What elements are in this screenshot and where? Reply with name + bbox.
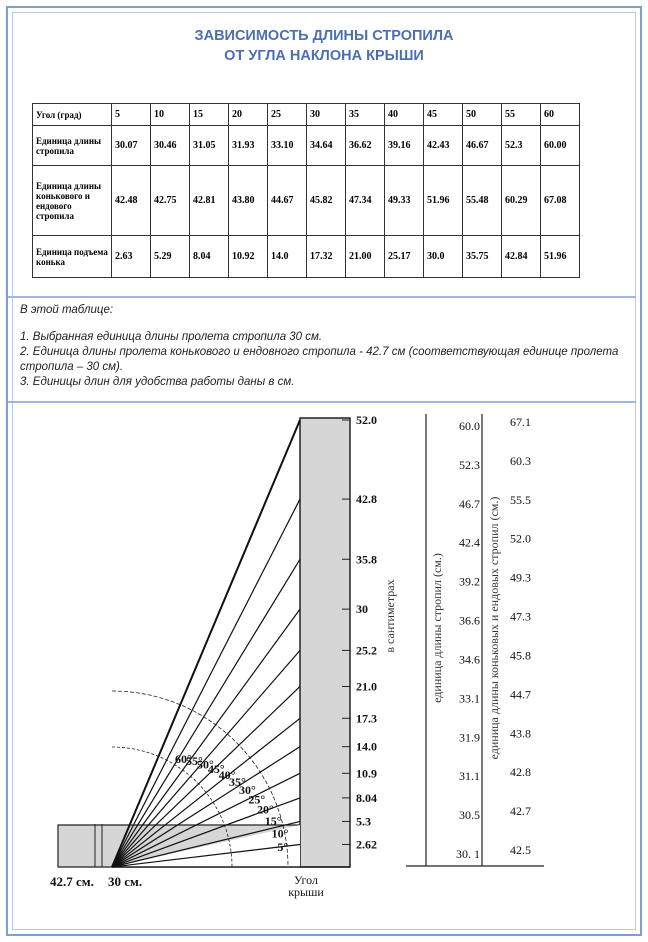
table-cell: 5.29 — [151, 236, 190, 278]
table-cell: 39.16 — [385, 126, 424, 166]
table-header-cell: 15 — [190, 104, 229, 126]
angle-label: 20° — [256, 802, 274, 817]
table-cell: 21.00 — [346, 236, 385, 278]
rise-label: 14.0 — [356, 739, 377, 754]
table-cell: 30.46 — [151, 126, 190, 166]
table-cell: 42.81 — [190, 166, 229, 236]
table-cell: 42.48 — [112, 166, 151, 236]
table-cell: 49.33 — [385, 166, 424, 236]
table-cell: 45.82 — [307, 166, 346, 236]
table-cell: 46.67 — [463, 126, 502, 166]
rafter-length-value: 31.9 — [459, 730, 480, 745]
hip-column-label: единица длины коньковых и ендовых стропил (см.) — [487, 496, 501, 760]
table-cell: 52.3 — [502, 126, 541, 166]
table-cell: 2.63 — [112, 236, 151, 278]
table-header-cell: 60 — [541, 104, 580, 126]
rafter-length-value: 52.3 — [459, 457, 480, 472]
table-row — [33, 126, 580, 166]
roof-angle-label-line1: Угол — [294, 873, 318, 887]
table-header-cell: 40 — [385, 104, 424, 126]
rafter-length-value: 39.2 — [459, 574, 480, 589]
rafter-length-value: 46.7 — [459, 496, 480, 511]
table-cell: 25.17 — [385, 236, 424, 278]
table-row-label: Единица длины стропила — [33, 126, 112, 166]
rise-label: 25.2 — [356, 643, 377, 658]
table-header-cell: 50 — [463, 104, 502, 126]
section-divider — [8, 401, 636, 403]
table-row — [33, 166, 580, 236]
rafter-column-label: единица длины стропил (см.) — [430, 553, 444, 703]
angle-label: 55° — [185, 754, 203, 769]
title-line-2: ОТ УГЛА НАКЛОНА КРЫШИ — [224, 48, 424, 64]
angle-label: 10° — [271, 826, 289, 841]
table-cell: 42.43 — [424, 126, 463, 166]
rafter-table — [32, 103, 580, 278]
hip-length-value: 45.8 — [510, 648, 531, 663]
table-header-label: Угол (град) — [33, 104, 112, 126]
table-cell: 47.34 — [346, 166, 385, 236]
table-cell: 51.96 — [541, 236, 580, 278]
table-cell: 43.80 — [229, 166, 268, 236]
hip-length-value: 42.8 — [510, 765, 531, 780]
rise-label: 5.3 — [356, 814, 371, 829]
table-header-cell: 25 — [268, 104, 307, 126]
table-cell: 30.0 — [424, 236, 463, 278]
angle-label: 40° — [218, 767, 236, 782]
table-row-label: Единица длины конькового и ендового стропила — [33, 166, 112, 236]
hip-length-value: 49.3 — [510, 570, 531, 585]
table-cell: 42.84 — [502, 236, 541, 278]
rafter-diagram — [10, 406, 638, 916]
angle-label: 35° — [229, 774, 246, 789]
table-cell: 10.92 — [229, 236, 268, 278]
table-header-row — [33, 104, 580, 126]
table-cell: 30.07 — [112, 126, 151, 166]
roof-angle-label-line2: крыши — [288, 885, 324, 899]
rise-label: 17.3 — [356, 711, 377, 726]
bottom-left-label: 42.7 см. — [50, 874, 94, 889]
table-header-cell: 10 — [151, 104, 190, 126]
table-cell: 8.04 — [190, 236, 229, 278]
angle-label: 45° — [207, 762, 225, 777]
rafter-length-list — [456, 419, 480, 861]
table-cell: 51.96 — [424, 166, 463, 236]
table-header-cell: 20 — [229, 104, 268, 126]
rafter-length-value: 36.6 — [459, 613, 480, 628]
lengths-panel — [406, 414, 544, 866]
rise-labels — [356, 413, 377, 851]
hip-length-value: 47.3 — [510, 609, 531, 624]
hip-length-value: 42.5 — [510, 843, 531, 857]
hip-length-value: 67.1 — [510, 415, 531, 429]
rafter-line — [112, 420, 300, 867]
hip-length-list — [510, 415, 531, 857]
rise-label: 10.9 — [356, 766, 377, 781]
section-divider — [8, 296, 636, 298]
table-cell: 14.0 — [268, 236, 307, 278]
table-cell: 34.64 — [307, 126, 346, 166]
notes-section — [20, 303, 632, 390]
hip-length-value: 43.8 — [510, 726, 531, 741]
table-row-label: Единица подъема конька — [33, 236, 112, 278]
rise-label: 21.0 — [356, 679, 377, 694]
angle-label: 25° — [248, 792, 266, 807]
rafter-length-value: 30. 1 — [456, 847, 480, 861]
table-header-cell: 35 — [346, 104, 385, 126]
table-cell: 55.48 — [463, 166, 502, 236]
rise-column — [300, 418, 350, 867]
rafter-length-value: 34.6 — [459, 652, 480, 667]
rise-label: 30 — [356, 602, 368, 617]
rise-label: 8.04 — [356, 790, 377, 805]
table-row — [33, 236, 580, 278]
rise-label: 52.0 — [356, 413, 377, 427]
angle-label: 50° — [196, 757, 214, 772]
hip-length-value: 60.3 — [510, 453, 531, 468]
notes-heading: В этой таблице: — [20, 304, 114, 316]
rafter-length-value: 30.5 — [459, 808, 480, 823]
rise-label: 35.8 — [356, 552, 377, 567]
angle-label: 15° — [264, 814, 282, 829]
table-cell: 33.10 — [268, 126, 307, 166]
note-item: 2. Единица длины пролета конькового и ендовного стропила - 42.7 см (соответствующая единице пролета стропила – 30 см). — [20, 346, 619, 373]
rafter-length-value: 42.4 — [459, 535, 480, 550]
rafter-length-value: 33.1 — [459, 691, 480, 706]
rafter-length-value: 31.1 — [459, 769, 480, 784]
rafter-lines — [112, 420, 300, 867]
table-header-cell: 55 — [502, 104, 541, 126]
table-cell: 44.67 — [268, 166, 307, 236]
hip-length-value: 55.5 — [510, 492, 531, 507]
table-header-cell: 45 — [424, 104, 463, 126]
bottom-mid-label: 30 см. — [108, 874, 143, 889]
table-header-cell: 5 — [112, 104, 151, 126]
table-cell: 31.93 — [229, 126, 268, 166]
table-cell: 60.00 — [541, 126, 580, 166]
table-cell: 42.75 — [151, 166, 190, 236]
page-title — [0, 26, 648, 66]
table-cell: 67.08 — [541, 166, 580, 236]
title-line-1: ЗАВИСИМОСТЬ ДЛИНЫ СТРОПИЛА — [194, 28, 454, 44]
note-item: 1. Выбранная единица длины пролета стропила 30 см. — [20, 331, 323, 343]
table-cell: 35.75 — [463, 236, 502, 278]
hip-length-value: 42.7 — [510, 804, 531, 819]
angle-label: 60° — [175, 751, 192, 766]
hip-length-value: 44.7 — [510, 687, 531, 702]
rise-axis-label: в сантиметрах — [383, 579, 397, 653]
table-header-cell: 30 — [307, 104, 346, 126]
table-cell: 60.29 — [502, 166, 541, 236]
rafter-length-value: 60.0 — [459, 419, 480, 433]
angle-label: 5° — [277, 839, 289, 854]
note-item: 3. Единицы длин для удобства работы даны в см. — [20, 376, 295, 388]
table-cell: 17.32 — [307, 236, 346, 278]
rise-label: 2.62 — [356, 837, 377, 852]
table-cell: 36.62 — [346, 126, 385, 166]
rise-label: 42.8 — [356, 492, 377, 507]
angle-label: 30° — [238, 783, 256, 797]
table-cell: 31.05 — [190, 126, 229, 166]
hip-length-value: 52.0 — [510, 531, 531, 546]
